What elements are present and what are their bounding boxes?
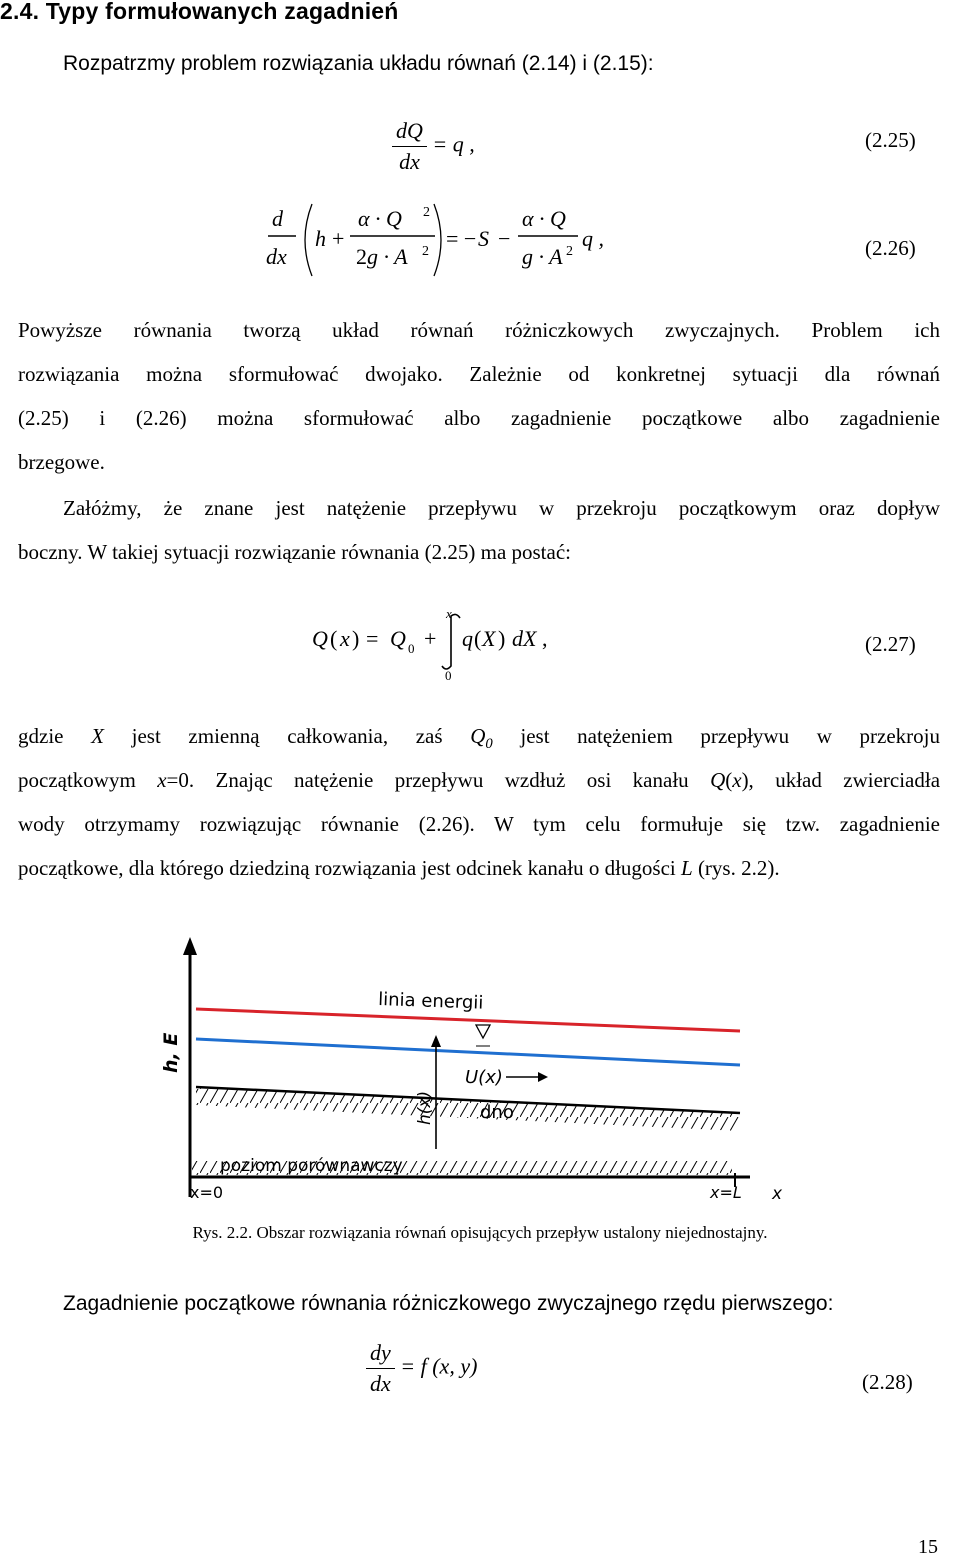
paragraph-1 bbox=[18, 308, 940, 484]
svg-text:Q: Q bbox=[312, 626, 328, 651]
datum-label: poziom porównawczy bbox=[220, 1156, 403, 1176]
svg-text:dX: dX bbox=[512, 626, 537, 651]
y-axis-label: h, E bbox=[160, 1032, 182, 1073]
water-surface bbox=[196, 1039, 740, 1065]
svg-text:= −: = − bbox=[446, 226, 477, 251]
equation-number-2-26: (2.26) bbox=[865, 236, 916, 260]
svg-text:): ) bbox=[352, 626, 360, 651]
paragraph-line: Powyższe równania tworzą układ równań różniczkowych zwyczajnych. Problem ich bbox=[18, 318, 940, 342]
depth-label: h(x) bbox=[415, 1090, 435, 1125]
equation-2-28 bbox=[366, 1340, 477, 1397]
equation-2-25 bbox=[392, 118, 475, 175]
svg-text:2: 2 bbox=[423, 205, 430, 220]
paragraph-line: gdzie X jest zmienną całkowania, zaś $Q_0$ jest natężeniem przepływu w przekroju bbox=[18, 724, 940, 753]
velocity-label: U(x) bbox=[465, 1067, 503, 1088]
right-hand-side: = q , bbox=[432, 131, 475, 157]
svg-text:(: ( bbox=[330, 626, 338, 651]
equation-number-2-28: (2.28) bbox=[862, 1370, 913, 1394]
paragraph-line: boczny. W takiej sytuacji rozwiązanie równania (2.25) ma postać: bbox=[18, 540, 571, 564]
equation-number-2-25: (2.25) bbox=[865, 128, 916, 152]
svg-text:x: x bbox=[446, 606, 452, 621]
denominator: dx bbox=[370, 1371, 391, 1396]
h-term: h bbox=[315, 226, 326, 251]
paragraph-line: wody otrzymamy rozwiązując równanie (2.26). W tym celu formułuje się tzw. zagadnienie bbox=[18, 812, 940, 836]
svg-text:0: 0 bbox=[408, 641, 415, 656]
velocity-arrow-icon bbox=[538, 1072, 548, 1082]
svg-text:+: + bbox=[424, 626, 437, 651]
svg-text:2g · A: 2g · A bbox=[356, 244, 408, 269]
paragraph-3 bbox=[18, 714, 940, 890]
svg-text:=: = bbox=[366, 626, 379, 651]
svg-text:,: , bbox=[542, 626, 548, 651]
water-level-icon bbox=[476, 1025, 490, 1038]
equation-number-2-27: (2.27) bbox=[865, 632, 916, 656]
bottom-label: dno bbox=[480, 1102, 514, 1123]
paragraph-line: początkowe, dla którego dziedziną rozwiązania jest odcinek kanału o długości L (rys. 2.2). bbox=[18, 856, 780, 880]
xL-label: x=L bbox=[710, 1183, 742, 1202]
page-number: 15 bbox=[918, 1536, 938, 1558]
svg-text:0: 0 bbox=[445, 668, 452, 683]
paragraph-line: Załóżmy, że znane jest natężenie przepływu w przekroju początkowym oraz dopływ bbox=[63, 496, 940, 520]
equation-2-26 bbox=[260, 196, 620, 286]
paragraph-line: (2.25) i (2.26) można sformułować albo zagadnienie początkowe albo zagadnienie bbox=[18, 406, 940, 430]
fraction bbox=[366, 1340, 395, 1397]
svg-text:): ) bbox=[498, 626, 506, 651]
svg-text:q ,: q , bbox=[582, 226, 604, 251]
svg-text:2: 2 bbox=[422, 244, 429, 259]
svg-text:Q: Q bbox=[390, 626, 406, 651]
x0-label: x=0 bbox=[190, 1183, 224, 1202]
svg-text:x: x bbox=[340, 626, 350, 651]
fraction bbox=[392, 118, 427, 175]
paragraph-2 bbox=[18, 486, 940, 574]
svg-text:2: 2 bbox=[566, 244, 573, 259]
svg-text:(: ( bbox=[474, 626, 482, 651]
svg-text:X: X bbox=[482, 626, 496, 651]
svg-text:q: q bbox=[462, 626, 473, 651]
d-numerator: d bbox=[272, 206, 283, 231]
figure-caption: Rys. 2.2. Obszar rozwiązania równań opisujących przepływ ustalony niejednostajny. bbox=[192, 1223, 768, 1242]
numerator: dy bbox=[366, 1340, 395, 1369]
denominator: dx bbox=[399, 149, 420, 174]
paragraph-line: rozwiązania można sformułować dwojako. Zależnie od konkretnej sytuacji dla równań bbox=[18, 362, 940, 386]
energy-label: linia energii bbox=[377, 989, 484, 1014]
intro-text-2: Zagadnienie początkowe równania różniczkowego zwyczajnego rzędu pierwszego: bbox=[63, 1292, 834, 1315]
svg-text:α · Q: α · Q bbox=[358, 206, 402, 231]
y-axis-arrow-icon bbox=[183, 937, 197, 955]
paragraph-line: początkowym x=0. Znając natężenie przepływu wzdłuż osi kanału Q(x), układ zwierciadła bbox=[18, 768, 941, 792]
svg-text:S: S bbox=[478, 226, 489, 251]
paragraph-line: brzegowe. bbox=[18, 450, 105, 474]
svg-text:−: − bbox=[498, 226, 511, 251]
numerator: dQ bbox=[392, 118, 427, 147]
intro-text: Rozpatrzmy problem rozwiązania układu równań (2.14) i (2.15): bbox=[63, 52, 654, 75]
section-heading: 2.4. Typy formułowanych zagadnień bbox=[0, 0, 399, 24]
right-hand-side: = f (x, y) bbox=[400, 1353, 478, 1379]
svg-text:+: + bbox=[332, 226, 345, 251]
channel-figure bbox=[150, 935, 800, 1210]
equation-2-27 bbox=[310, 600, 570, 685]
x-axis-label: x bbox=[772, 1184, 783, 1204]
dx-denominator: dx bbox=[266, 244, 287, 269]
svg-text:g · A: g · A bbox=[522, 244, 563, 269]
svg-text:α · Q: α · Q bbox=[522, 206, 566, 231]
